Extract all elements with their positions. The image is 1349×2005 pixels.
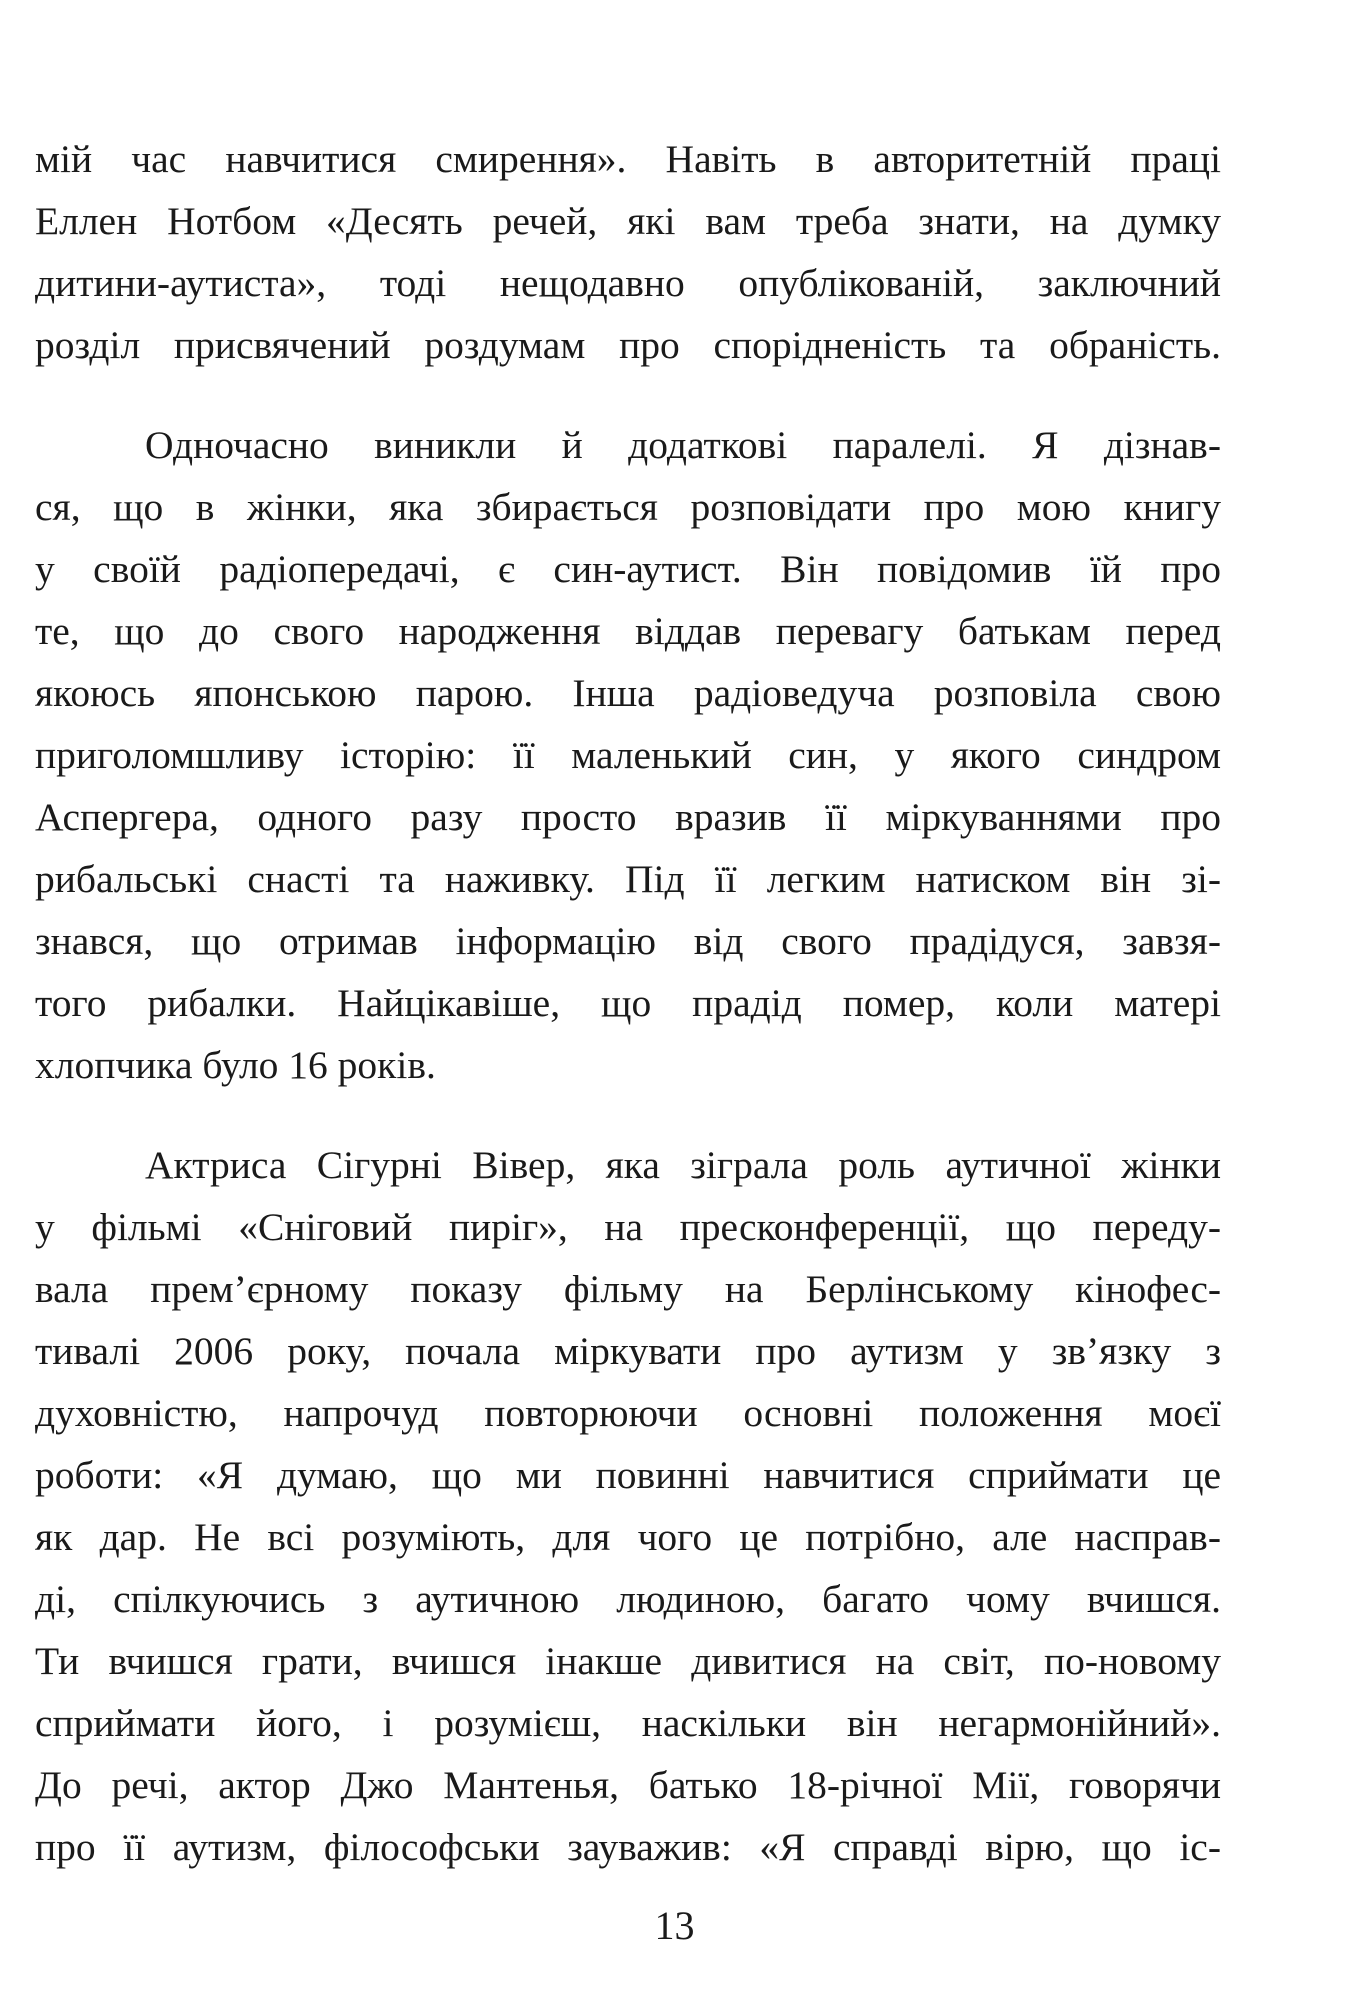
paragraph-gap xyxy=(35,1096,1221,1134)
body-text xyxy=(35,128,1221,1878)
text-line: про її аутизм, філософськи зауважив: «Я справді вірю, що іс- xyxy=(35,1825,1221,1869)
text-line: ся, що в жінки, яка збирається розповідати про мою книгу xyxy=(35,485,1221,529)
text-line: Актриса Сігурні Вівер, яка зіграла роль аутичної жінки xyxy=(145,1143,1221,1187)
text-line: розділ присвячений роздумам про спорідненість та обраність. xyxy=(35,323,1221,367)
text-line: як дар. Не всі розуміють, для чого це потрібно, але насправ- xyxy=(35,1515,1221,1559)
text-line: у своїй радіопередачі, є син-аутист. Він повідомив їй про xyxy=(35,547,1221,591)
text-line: знався, що отримав інформацію від свого прадідуся, завзя- xyxy=(35,919,1221,963)
paragraph-gap xyxy=(35,376,1221,414)
text-line: того рибалки. Найцікавіше, що прадід помер, коли матері xyxy=(35,981,1221,1025)
text-line: приголомшливу історію: її маленький син, у якого синдром xyxy=(35,733,1221,777)
text-line: рибальські снасті та наживку. Під її легким натиском він зі- xyxy=(35,857,1221,901)
text-line: До речі, актор Джо Мантенья, батько 18-річної Мії, говорячи xyxy=(35,1763,1221,1807)
text-line: роботи: «Я думаю, що ми повинні навчитися сприймати це xyxy=(35,1453,1221,1497)
text-line: у фільмі «Сніговий пиріг», на пресконференції, що переду- xyxy=(35,1205,1221,1249)
text-line: Еллен Нотбом «Десять речей, які вам треба знати, на думку xyxy=(35,199,1221,243)
text-line: вала прем’єрному показу фільму на Берлінському кінофес- xyxy=(35,1267,1221,1311)
text-line: сприймати його, і розумієш, наскільки він негармонійний». xyxy=(35,1701,1221,1745)
text-line: хлопчика було 16 років. xyxy=(35,1043,436,1087)
text-line: якоюсь японською парою. Інша радіоведуча розповіла свою xyxy=(35,671,1221,715)
text-line: Одночасно виникли й додаткові паралелі. Я дізнав- xyxy=(145,423,1221,467)
text-line: духовністю, напрочуд повторюючи основні положення моєї xyxy=(35,1391,1221,1435)
text-line: мій час навчитися смирення». Навіть в авторитетній праці xyxy=(35,137,1221,181)
text-line: дитини-аутиста», тоді нещодавно опублікованій, заключний xyxy=(35,261,1221,305)
text-line: ді, спілкуючись з аутичною людиною, багато чому вчишся. xyxy=(35,1577,1221,1621)
text-line: тивалі 2006 року, почала міркувати про аутизм у зв’язку з xyxy=(35,1329,1221,1373)
text-line: Аспергера, одного разу просто вразив її міркуваннями про xyxy=(35,795,1221,839)
text-line: Ти вчишся грати, вчишся інакше дивитися на світ, по-новому xyxy=(35,1639,1221,1683)
page-number: 13 xyxy=(654,1903,695,1948)
text-line: те, що до свого народження віддав перевагу батькам перед xyxy=(35,609,1221,653)
